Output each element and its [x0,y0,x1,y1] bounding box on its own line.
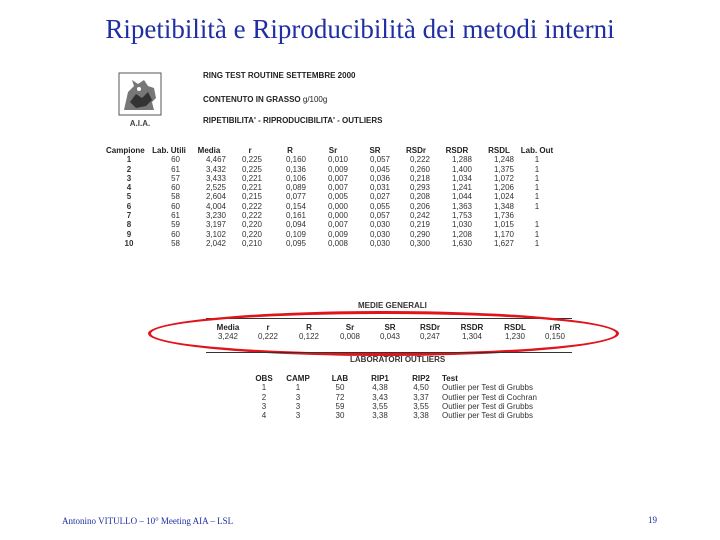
table-cell: 4,38 [372,383,388,393]
table-cell: 0,242 [409,211,430,221]
header-title: RING TEST ROUTINE SETTEMBRE 2000 [203,71,356,80]
table-cell: 60 [171,229,180,239]
table-cell: 3,433 [205,173,226,183]
column-header: r/R [549,323,561,332]
table-cell: 57 [171,173,180,183]
table-cell: 1,030 [451,220,472,230]
table-cell: 0,007 [327,173,348,183]
table-cell: 0,210 [241,238,262,248]
table-cell: 0,009 [327,164,348,174]
table-cell: 0,221 [241,183,262,193]
table-cell: 3,55 [372,401,388,411]
table-cell: 0,150 [544,332,566,342]
table-cell: 0,215 [241,192,262,202]
table-cell: 0,220 [241,229,262,239]
main-table [106,146,554,248]
column-header: Test [442,374,458,383]
table-cell: 1,288 [451,155,472,165]
table-row [106,183,554,192]
table-row [252,402,558,411]
table-cell: 1 [534,164,540,174]
column-header: Media [216,323,240,332]
table-cell: 1 [534,155,540,165]
table-cell: 0,030 [369,229,390,239]
table-row [252,411,558,420]
table-cell: 4,467 [205,155,226,165]
table-cell: 0,225 [241,164,262,174]
table-cell: 1,241 [451,183,472,193]
table-cell: 0,000 [327,201,348,211]
table-cell: 0,222 [409,155,430,165]
table-cell: 3 [295,401,301,411]
table-cell: 2,604 [205,192,226,202]
table-cell: 0,007 [327,220,348,230]
sample-id: 4 [126,183,132,193]
table-cell: 1,248 [493,155,514,165]
table-cell: 3,242 [217,332,239,342]
table-row [106,230,554,239]
table-row [106,192,554,201]
table-cell: 1,627 [493,238,514,248]
table-cell: 0,043 [379,332,401,342]
table-cell: 0,221 [241,173,262,183]
table-cell: 0,000 [327,211,348,221]
table-cell: 1,015 [493,220,514,230]
table-cell: 0,008 [327,238,348,248]
table-cell: Outlier per Test di Grubbs [442,383,534,393]
column-header: Sr [328,146,338,155]
table-cell: 4,004 [205,201,226,211]
header-content-unit: g/100g [300,95,328,104]
table-cell: 1 [534,201,540,211]
table-cell: 1 [261,383,267,393]
slide-title: Ripetibilità e Riproducibilità dei metodi interni [105,14,615,44]
table-cell: 0,077 [285,192,306,202]
table-cell: 60 [171,183,180,193]
table-cell: 0,122 [298,332,320,342]
table-cell: 1,400 [451,164,472,174]
table-cell: 1,024 [493,192,514,202]
table-cell [520,211,554,220]
table-cell: 0,220 [241,220,262,230]
table-cell: 1,363 [451,201,472,211]
table-cell: 1 [295,383,301,393]
sample-id: 7 [126,211,132,221]
table-cell: 0,089 [285,183,306,193]
table-cell: 0,206 [409,201,430,211]
table-cell: 0,045 [369,164,390,174]
table-cell: 1,753 [451,211,472,221]
table-row [106,220,554,229]
table-row [106,165,554,174]
table-cell: 2,525 [205,183,226,193]
table-cell: 0,106 [285,173,306,183]
table-cell: 0,057 [369,155,390,165]
table-cell: 3 [295,411,301,421]
table-cell: 61 [171,164,180,174]
table-cell: 1 [534,183,540,193]
outliers-table [252,374,558,420]
table-cell: 61 [171,211,180,221]
column-header: Lab. Out [520,146,554,155]
table-cell: 0,009 [327,229,348,239]
table-cell: 0,027 [369,192,390,202]
table-row [252,393,558,402]
table-cell: 1,304 [461,332,483,342]
table-cell: 3 [295,392,301,402]
column-header: RSDL [488,146,510,155]
column-header: r [248,146,252,155]
table-cell: 1,375 [493,164,514,174]
table-cell: 1,208 [451,229,472,239]
table-cell: 0,154 [285,201,306,211]
table-cell: 3,230 [205,211,226,221]
table-cell: 3,197 [205,220,226,230]
table-cell: 0,290 [409,229,430,239]
aia-logo [118,72,162,130]
table-cell: 0,109 [285,229,306,239]
table-cell: 0,222 [241,211,262,221]
table-cell: 1 [534,220,540,230]
table-row [252,383,558,392]
table-cell: 1,072 [493,173,514,183]
table-cell: Outlier per Test di Grubbs [442,401,534,411]
column-header: CAMP [286,374,310,383]
medie-generali-title: MEDIE GENERALI [358,301,427,310]
column-header: Lab. Utili [152,146,186,155]
table-cell: 0,160 [285,155,306,165]
sample-id: 3 [126,173,132,183]
table-cell: 0,300 [409,238,430,248]
table-cell: 1,044 [451,192,472,202]
table-row [106,211,554,220]
table-cell: 1,630 [451,238,472,248]
sample-id: 1 [126,155,132,165]
table-cell: 59 [335,401,345,411]
table-cell: 1 [534,229,540,239]
sample-id: 8 [126,220,132,230]
svg-text:A.I.A.: A.I.A. [129,119,151,128]
table-cell: 0,225 [241,155,262,165]
sample-id: 6 [126,201,132,211]
column-header: RSDR [445,146,469,155]
table-cell: 0,218 [409,173,430,183]
table-cell: 1 [534,192,540,202]
table-cell: 4,50 [413,383,429,393]
table-cell: 2 [261,392,267,402]
column-header: SR [369,146,381,155]
table-cell: 0,094 [285,220,306,230]
sample-id: 5 [126,192,132,202]
table-cell: 0,030 [369,220,390,230]
table-cell: 3,38 [413,411,429,421]
table-row [106,155,554,164]
table-cell: 0,247 [419,332,441,342]
column-header: LAB [331,374,349,383]
table-cell: 60 [171,201,180,211]
column-header: RIP2 [412,374,430,383]
column-header: RSDL [504,323,526,332]
table-cell: Outlier per Test di Grubbs [442,411,534,421]
table-cell: 50 [335,383,345,393]
table-cell: 0,010 [327,155,348,165]
table-cell: 0,222 [241,201,262,211]
table-row [106,174,554,183]
table-cell: 0,260 [409,164,430,174]
table-cell: Outlier per Test di Cochran [442,392,538,402]
table-cell: 2,042 [205,238,226,248]
table-cell: 1,034 [451,173,472,183]
table-cell: 0,293 [409,183,430,193]
table-row [106,239,554,248]
sample-id: 9 [126,229,132,239]
header-subtitle: RIPETIBILITA' - RIPRODUCIBILITA' - OUTLIERS [203,116,383,125]
footer-text: Antonino VITULLO – 10° Meeting AIA – LSL [62,516,234,526]
header-content [203,95,327,104]
table-cell: 59 [171,220,180,230]
sample-id: 2 [126,164,132,174]
table-cell: 1 [534,238,540,248]
table-cell: 0,005 [327,192,348,202]
table-cell: 4 [261,411,267,421]
header-content-label: CONTENUTO IN GRASSO [203,95,301,104]
sample-id: 10 [124,238,134,248]
column-header: RIP1 [371,374,389,383]
column-header: Sr [345,323,355,332]
table-cell: 1,230 [504,332,526,342]
table-cell: 0,222 [257,332,279,342]
highlight-ellipse [148,311,619,356]
table-cell: 0,136 [285,164,306,174]
table-cell: 0,219 [409,220,430,230]
table-cell: 1,206 [493,183,514,193]
table-cell: 0,161 [285,211,306,221]
table-cell: 0,031 [369,183,390,193]
table-cell: 1,170 [493,229,514,239]
column-header: R [306,323,312,332]
table-cell: 60 [171,155,180,165]
table-cell: 0,208 [409,192,430,202]
table-cell: 3,38 [372,411,388,421]
table-row [106,202,554,211]
table-cell: 1 [534,173,540,183]
column-header: RSDr [419,323,440,332]
table-cell: 72 [335,392,345,402]
table-cell: 0,030 [369,238,390,248]
table-cell: 0,007 [327,183,348,193]
column-header: R [287,146,293,155]
table-cell: 0,095 [285,238,306,248]
page-number: 19 [648,515,657,525]
table-cell: 1,736 [493,211,514,221]
column-header: OBS [255,374,273,383]
table-cell: 0,008 [339,332,361,342]
table-cell: 3,102 [205,229,226,239]
table-cell: 1,348 [493,201,514,211]
table-cell: 3,37 [413,392,429,402]
table-cell: 30 [335,411,345,421]
outliers-title: LABORATORI OUTLIERS [350,355,446,364]
column-header: Campione [106,146,145,155]
table-cell: 58 [171,192,180,202]
column-header: r [266,323,270,332]
table-cell: 3 [261,401,267,411]
column-header: RSDR [460,323,484,332]
column-header: SR [384,323,396,332]
table-cell: 0,057 [369,211,390,221]
table-cell: 58 [171,238,180,248]
outliers-rule [206,352,572,353]
table-cell: 3,432 [205,164,226,174]
column-header: Media [197,146,221,155]
column-header: RSDr [405,146,426,155]
table-cell: 0,055 [369,201,390,211]
table-cell: 3,43 [372,392,388,402]
table-cell: 3,55 [413,401,429,411]
table-cell: 0,036 [369,173,390,183]
